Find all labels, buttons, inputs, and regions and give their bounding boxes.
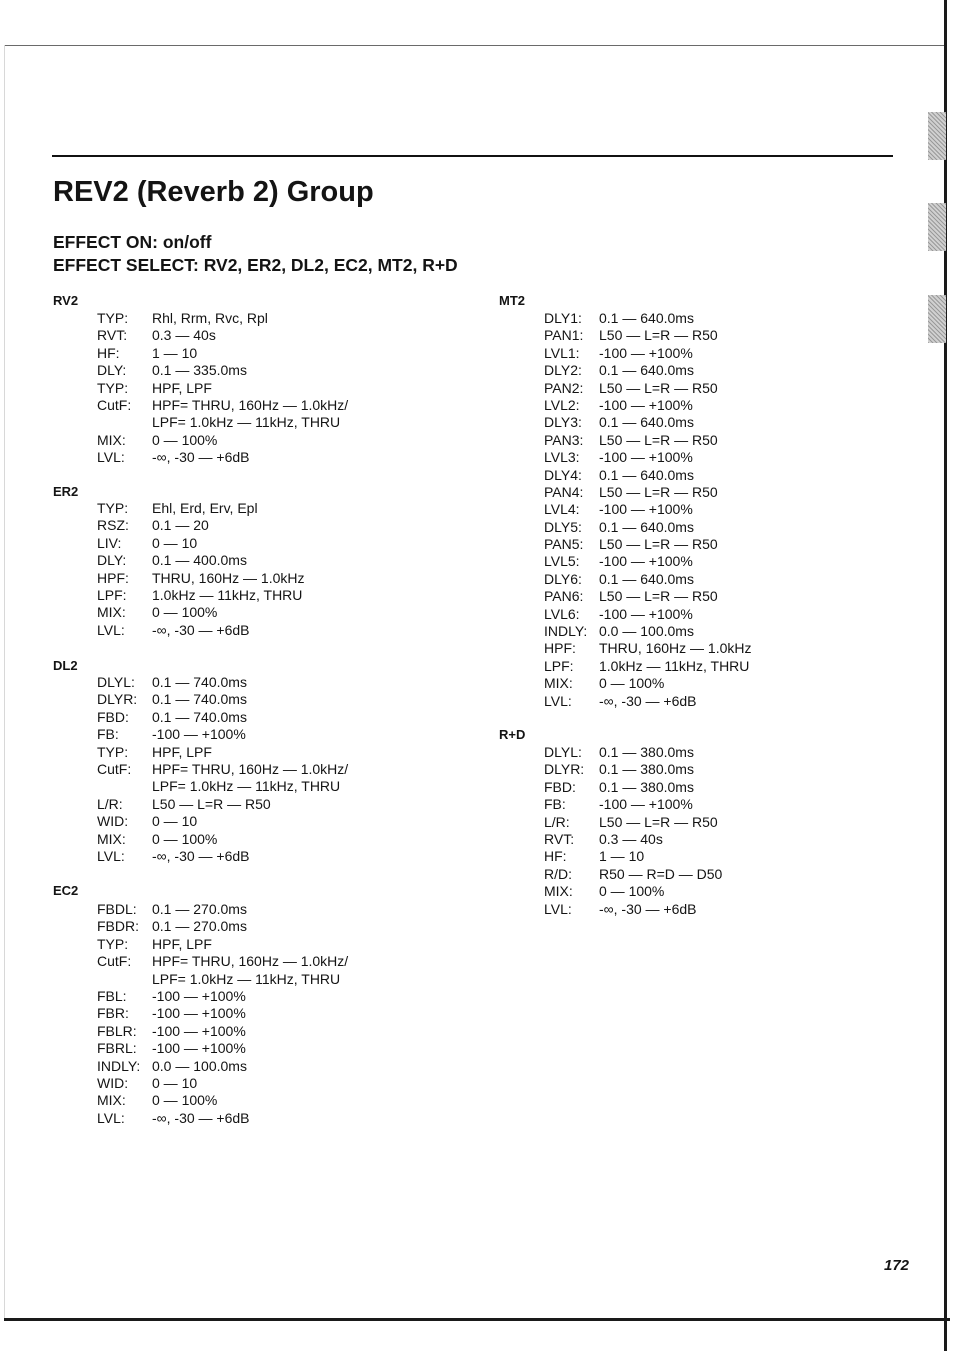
param-row — [97, 831, 348, 848]
param-list-mt2 — [544, 310, 751, 710]
param-name: PAN6: — [544, 588, 584, 605]
param-value: 0.1 — 380.0ms — [599, 761, 694, 778]
param-list-ec2 — [97, 901, 348, 1127]
section-label-er2: ER2 — [53, 484, 79, 499]
param-row — [97, 813, 348, 830]
param-row — [97, 1040, 348, 1057]
param-name: PAN2: — [544, 379, 584, 396]
param-row — [544, 831, 722, 848]
param-row — [544, 658, 751, 675]
param-name: HF: — [544, 848, 567, 865]
param-row — [97, 971, 348, 988]
param-value: 0.1 — 335.0ms — [152, 362, 247, 379]
param-value: -∞, -30 — +6dB — [599, 900, 697, 917]
param-row — [97, 604, 304, 621]
param-name: DLY6: — [544, 570, 582, 587]
param-value: -100 — +100% — [152, 987, 246, 1004]
page-left-edge — [4, 45, 5, 1320]
param-value: HPF= THRU, 160Hz — 1.0kHz/ — [152, 396, 349, 413]
param-name: DLY3: — [544, 414, 582, 431]
param-name: FBR: — [97, 1005, 129, 1022]
param-row — [544, 675, 751, 692]
param-row — [544, 449, 751, 466]
param-value: THRU, 160Hz — 1.0kHz — [599, 640, 752, 657]
param-row — [97, 1092, 348, 1109]
param-value: -∞, -30 — +6dB — [152, 621, 250, 638]
param-name: LVL5: — [544, 553, 580, 570]
param-row — [97, 517, 304, 534]
param-value: -∞, -30 — +6dB — [152, 449, 250, 466]
param-value: 0 — 100% — [599, 883, 665, 900]
param-value: 1.0kHz — 11kHz, THRU — [152, 586, 303, 603]
param-value: HPF, LPF — [152, 743, 212, 760]
param-row — [544, 796, 722, 813]
param-name: PAN1: — [544, 327, 584, 344]
param-name: FBRL: — [97, 1040, 137, 1057]
param-row — [97, 744, 348, 761]
param-row — [97, 709, 348, 726]
param-name: L/R: — [544, 813, 570, 830]
param-name: TYP: — [97, 500, 129, 516]
param-row — [544, 571, 751, 588]
param-row — [97, 901, 348, 918]
section-label-dl2: DL2 — [53, 658, 78, 673]
param-row — [97, 988, 348, 1005]
param-row — [97, 691, 348, 708]
param-row — [97, 848, 348, 865]
param-row — [97, 778, 348, 795]
param-row — [544, 883, 722, 900]
param-name: DLYR: — [544, 761, 585, 778]
param-value: -∞, -30 — +6dB — [152, 1109, 250, 1126]
param-row — [544, 588, 751, 605]
param-name: CutF: — [97, 953, 132, 970]
param-row — [544, 519, 751, 536]
section-label-rd: R+D — [499, 727, 526, 742]
param-row — [544, 467, 751, 484]
param-row — [544, 327, 751, 344]
param-row — [97, 397, 348, 414]
param-name: LVL1: — [544, 344, 580, 361]
param-name: LVL3: — [544, 449, 580, 466]
param-name: RVT: — [97, 327, 128, 344]
param-value: L50 — L=R — R50 — [599, 813, 718, 830]
param-name: CutF: — [97, 396, 132, 413]
effect-on-heading: EFFECT ON: on/off — [53, 232, 212, 252]
param-value: 0 — 100% — [599, 675, 665, 692]
param-value: 0.1 — 640.0ms — [599, 466, 694, 483]
param-list-rd — [544, 744, 722, 918]
param-row — [97, 500, 304, 517]
param-name: PAN3: — [544, 431, 584, 448]
param-value: 0.1 — 740.0ms — [152, 674, 247, 690]
param-name: RSZ: — [97, 517, 129, 534]
param-name: LPF: — [97, 586, 127, 603]
param-row — [544, 484, 751, 501]
param-value: 1.0kHz — 11kHz, THRU — [599, 657, 750, 674]
param-value: -100 — +100% — [599, 796, 693, 813]
param-row — [97, 761, 348, 778]
param-value: L50 — L=R — R50 — [599, 327, 718, 344]
param-name: LVL2: — [544, 396, 580, 413]
param-row — [97, 953, 348, 970]
param-name: PAN5: — [544, 536, 584, 553]
param-row — [97, 310, 348, 327]
param-row — [544, 848, 722, 865]
param-name: RVT: — [544, 830, 575, 847]
param-row — [544, 761, 722, 778]
param-name: FBDR: — [97, 918, 139, 935]
param-row — [544, 362, 751, 379]
param-value: -100 — +100% — [599, 605, 693, 622]
param-name: LVL4: — [544, 501, 580, 518]
param-name: MIX: — [97, 1092, 126, 1109]
title-rule — [52, 155, 893, 157]
param-value: 0.3 — 40s — [152, 327, 216, 344]
param-value: 1 — 10 — [152, 344, 198, 361]
param-name: FBL: — [97, 987, 127, 1004]
param-value: 0.1 — 380.0ms — [599, 778, 694, 795]
param-value: 0.1 — 640.0ms — [599, 570, 694, 587]
param-row — [97, 1023, 348, 1040]
param-row — [97, 1075, 348, 1092]
param-value: 0.1 — 640.0ms — [599, 310, 694, 326]
param-row — [544, 866, 722, 883]
param-row — [97, 570, 304, 587]
param-value: 0.1 — 270.0ms — [152, 901, 247, 917]
param-value: HPF= THRU, 160Hz — 1.0kHz/ — [152, 953, 349, 970]
param-row — [97, 1058, 348, 1075]
param-row — [544, 553, 751, 570]
param-row — [97, 622, 304, 639]
param-name: FB: — [544, 796, 566, 813]
param-row — [97, 587, 304, 604]
param-row — [544, 414, 751, 431]
param-value: -100 — +100% — [152, 726, 246, 743]
effect-select-heading: EFFECT SELECT: RV2, ER2, DL2, EC2, MT2, R+D — [53, 255, 458, 275]
param-name: WID: — [97, 1074, 129, 1091]
param-row — [97, 414, 348, 431]
param-value: -∞, -30 — +6dB — [599, 692, 697, 709]
param-value: -∞, -30 — +6dB — [152, 847, 250, 864]
param-name: LVL6: — [544, 605, 580, 622]
section-label-rv2: RV2 — [53, 293, 79, 308]
param-value: 0.1 — 740.0ms — [152, 708, 247, 725]
param-name: MIX: — [544, 675, 573, 692]
param-name: L/R: — [97, 795, 123, 812]
param-value: 1 — 10 — [599, 848, 645, 865]
param-row — [544, 310, 751, 327]
param-name: HF: — [97, 344, 120, 361]
page-title: REV2 (Reverb 2) Group — [53, 176, 374, 208]
param-name: DLY1: — [544, 310, 582, 326]
param-row — [97, 552, 304, 569]
param-value: -100 — +100% — [599, 396, 693, 413]
param-name: HPF: — [97, 569, 129, 586]
param-name: DLY2: — [544, 362, 582, 379]
param-value: L50 — L=R — R50 — [599, 379, 718, 396]
param-name: DLY4: — [544, 466, 582, 483]
param-row — [97, 1005, 348, 1022]
edge-tab-marker — [928, 112, 946, 160]
param-name: LVL: — [97, 621, 125, 638]
param-row — [97, 726, 348, 743]
param-name: LPF: — [544, 657, 574, 674]
param-value: 0.0 — 100.0ms — [152, 1057, 247, 1074]
param-name: DLYL: — [97, 674, 135, 690]
param-list-er2 — [97, 500, 304, 639]
param-value: HPF= THRU, 160Hz — 1.0kHz/ — [152, 760, 349, 777]
param-name: LVL: — [544, 692, 572, 709]
param-name: FB: — [97, 726, 119, 743]
param-value: LPF= 1.0kHz — 11kHz, THRU — [152, 778, 341, 795]
param-row — [544, 432, 751, 449]
param-row — [97, 796, 348, 813]
param-row — [544, 397, 751, 414]
param-name: MIX: — [97, 431, 126, 448]
param-value: 0.1 — 270.0ms — [152, 918, 247, 935]
param-row — [544, 606, 751, 623]
param-name: MIX: — [97, 830, 126, 847]
param-row — [97, 432, 348, 449]
param-name: FBD: — [97, 708, 129, 725]
param-value: L50 — L=R — R50 — [599, 588, 718, 605]
param-value: 0.1 — 640.0ms — [599, 362, 694, 379]
param-name: FBLR: — [97, 1022, 137, 1039]
param-name: INDLY: — [97, 1057, 141, 1074]
param-row — [97, 674, 348, 691]
param-name: LVL: — [97, 449, 125, 466]
param-value: -100 — +100% — [599, 553, 693, 570]
param-name: FBD: — [544, 778, 576, 795]
param-row — [544, 380, 751, 397]
param-row — [544, 901, 722, 918]
param-value: THRU, 160Hz — 1.0kHz — [152, 569, 305, 586]
param-value: 0.1 — 400.0ms — [152, 552, 247, 569]
param-value: Ehl, Erd, Erv, Epl — [152, 500, 258, 516]
param-value: 0 — 10 — [152, 813, 198, 830]
param-name: PAN4: — [544, 483, 584, 500]
edge-tab-marker — [928, 295, 946, 343]
param-value: -100 — +100% — [152, 1022, 246, 1039]
page-top-rule — [4, 45, 944, 46]
param-row — [544, 744, 722, 761]
param-name: LVL: — [544, 900, 572, 917]
param-value: 0.1 — 20 — [152, 517, 209, 534]
param-value: L50 — L=R — R50 — [599, 483, 718, 500]
param-value: 0.0 — 100.0ms — [599, 623, 694, 640]
param-value: 0.1 — 640.0ms — [599, 414, 694, 431]
param-name: TYP: — [97, 743, 129, 760]
param-value: 0.3 — 40s — [599, 830, 663, 847]
param-value: -100 — +100% — [152, 1005, 246, 1022]
param-row — [97, 1110, 348, 1127]
param-row — [544, 501, 751, 518]
param-row — [97, 345, 348, 362]
param-value: Rhl, Rrm, Rvc, Rpl — [152, 310, 268, 326]
param-name: LVL: — [97, 847, 125, 864]
param-name: TYP: — [97, 379, 129, 396]
param-row — [97, 362, 348, 379]
param-value: L50 — L=R — R50 — [599, 431, 718, 448]
param-value: 0 — 100% — [152, 604, 218, 621]
page-number: 172 — [884, 1257, 910, 1274]
param-name: LVL: — [97, 1109, 125, 1126]
param-name: DLY: — [97, 362, 127, 379]
param-value: 0.1 — 380.0ms — [599, 744, 694, 760]
param-value: -100 — +100% — [152, 1040, 246, 1057]
param-row — [97, 936, 348, 953]
param-row — [97, 380, 348, 397]
page-bottom-rule — [4, 1318, 950, 1321]
param-row — [544, 345, 751, 362]
param-value: -100 — +100% — [599, 501, 693, 518]
param-name: MIX: — [97, 604, 126, 621]
section-label-mt2: MT2 — [499, 293, 525, 308]
param-row — [97, 535, 304, 552]
param-value: LPF= 1.0kHz — 11kHz, THRU — [152, 970, 341, 987]
param-name: WID: — [97, 813, 129, 830]
param-name: LIV: — [97, 534, 122, 551]
param-row — [544, 640, 751, 657]
param-name: TYP: — [97, 310, 129, 326]
param-value: 0.1 — 640.0ms — [599, 518, 694, 535]
param-name: DLYR: — [97, 691, 138, 708]
param-name: CutF: — [97, 760, 132, 777]
param-name: R/D: — [544, 865, 572, 882]
param-value: 0 — 100% — [152, 431, 218, 448]
param-row — [97, 327, 348, 344]
param-name: MIX: — [544, 883, 573, 900]
param-row — [544, 623, 751, 640]
param-value: 0 — 10 — [152, 1074, 198, 1091]
param-name: DLY5: — [544, 518, 582, 535]
param-row — [544, 814, 722, 831]
param-name: TYP: — [97, 935, 129, 952]
param-name: FBDL: — [97, 901, 137, 917]
param-row — [544, 536, 751, 553]
param-value: L50 — L=R — R50 — [599, 536, 718, 553]
param-name: DLY: — [97, 552, 127, 569]
param-value: HPF, LPF — [152, 935, 212, 952]
param-name: DLYL: — [544, 744, 582, 760]
param-value: 0 — 100% — [152, 1092, 218, 1109]
param-row — [97, 918, 348, 935]
param-value: -100 — +100% — [599, 344, 693, 361]
param-row — [97, 449, 348, 466]
param-row — [544, 693, 751, 710]
param-name: HPF: — [544, 640, 576, 657]
param-list-dl2 — [97, 674, 348, 865]
param-value: 0 — 10 — [152, 534, 198, 551]
param-name: INDLY: — [544, 623, 588, 640]
param-value: R50 — R=D — D50 — [599, 865, 723, 882]
param-row — [544, 779, 722, 796]
param-value: HPF, LPF — [152, 379, 212, 396]
param-value: L50 — L=R — R50 — [152, 795, 271, 812]
param-value: LPF= 1.0kHz — 11kHz, THRU — [152, 414, 341, 431]
param-value: 0.1 — 740.0ms — [152, 691, 247, 708]
param-list-rv2 — [97, 310, 348, 467]
param-value: 0 — 100% — [152, 830, 218, 847]
param-value: -100 — +100% — [599, 449, 693, 466]
section-label-ec2: EC2 — [53, 883, 79, 898]
edge-tab-marker — [928, 203, 946, 251]
